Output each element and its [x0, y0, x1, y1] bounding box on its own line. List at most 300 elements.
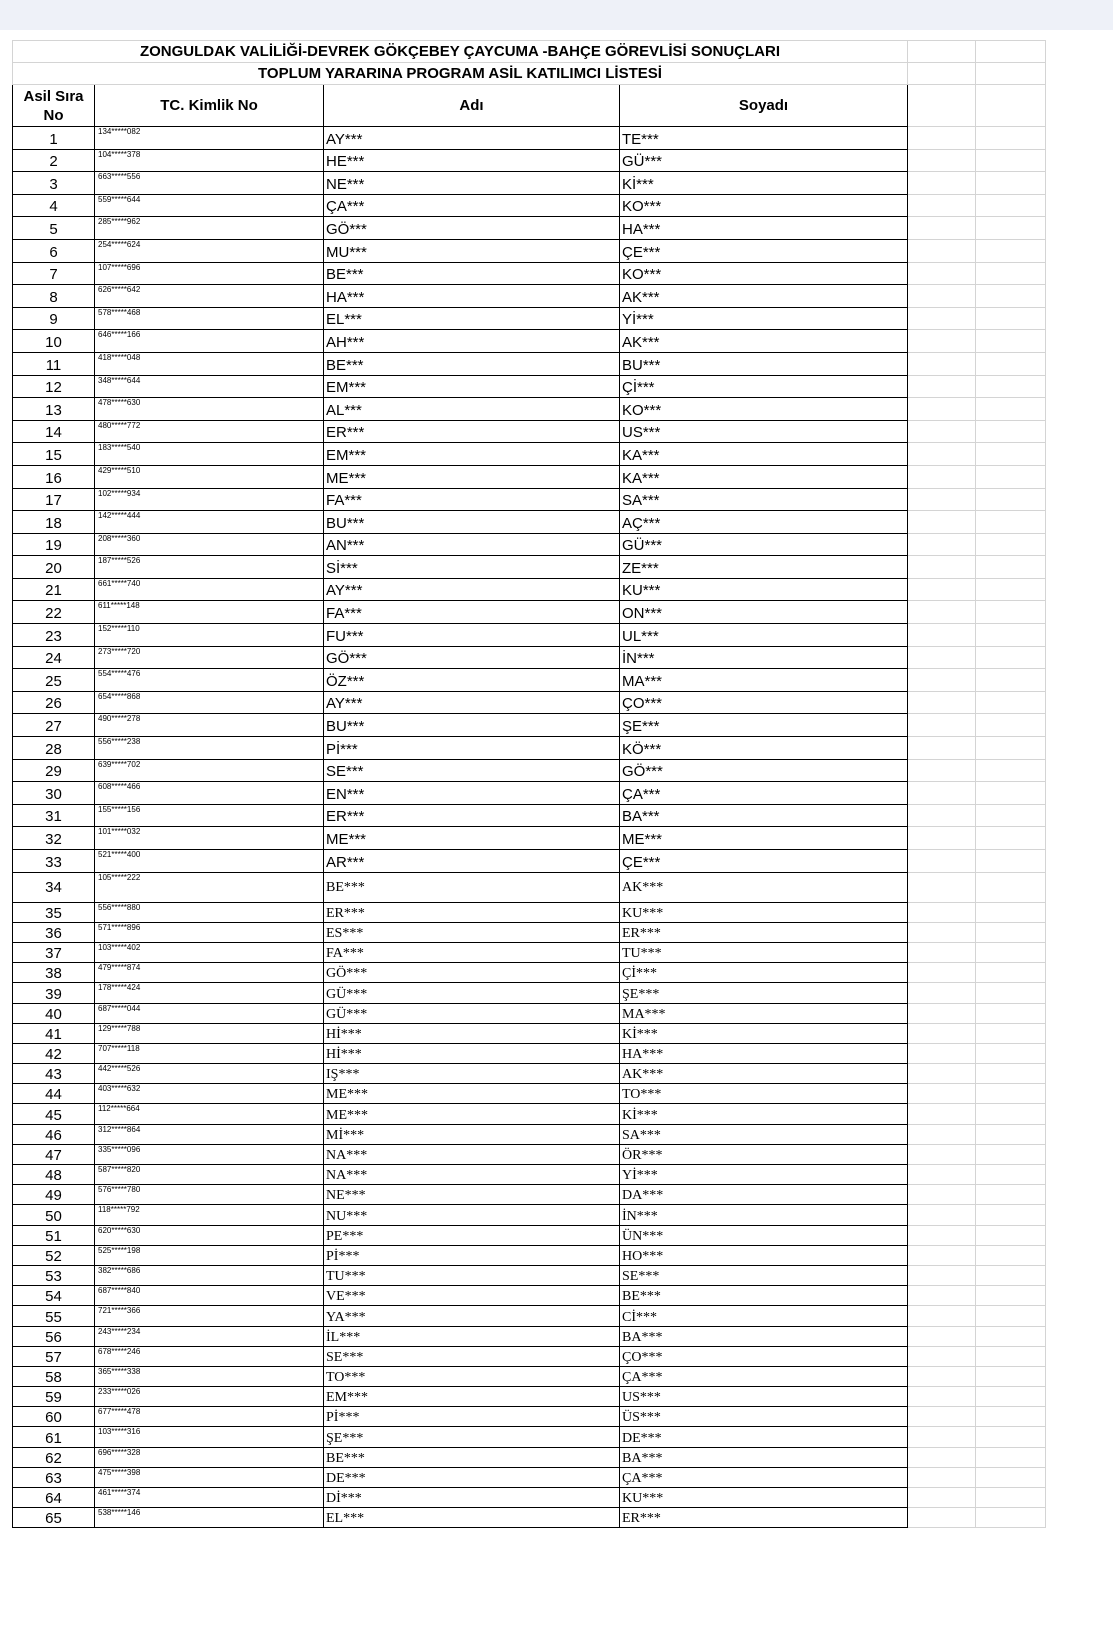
tc-number: 312*****864 [95, 1124, 324, 1144]
last-name: Kİ*** [620, 1023, 908, 1043]
table-row [13, 922, 1046, 942]
first-name: Hİ*** [324, 1043, 620, 1063]
tc-number: 556*****238 [95, 737, 324, 760]
first-name: Pİ*** [324, 737, 620, 760]
row-number: 61 [13, 1427, 95, 1447]
tc-number: 208*****360 [95, 533, 324, 556]
tc-number: 103*****402 [95, 942, 324, 962]
row-number: 37 [13, 942, 95, 962]
last-name: SA*** [620, 488, 908, 511]
first-name: BE*** [324, 352, 620, 375]
row-number: 47 [13, 1144, 95, 1164]
row-number: 55 [13, 1306, 95, 1326]
row-number: 18 [13, 511, 95, 534]
last-name: UL*** [620, 624, 908, 647]
tc-number: 521*****400 [95, 850, 324, 873]
last-name: ÇA*** [620, 782, 908, 805]
document-title: ZONGULDAK VALİLİĞİ-DEVREK GÖKÇEBEY ÇAYCUMA -BAHÇE GÖREVLİSİ SONUÇLARI [13, 41, 908, 63]
row-number: 27 [13, 714, 95, 737]
table-row [13, 850, 1046, 873]
last-name: DA*** [620, 1185, 908, 1205]
last-name: Çİ*** [620, 375, 908, 398]
last-name: TO*** [620, 1084, 908, 1104]
first-name: ER*** [324, 420, 620, 443]
table-row [13, 624, 1046, 647]
table-row [13, 1387, 1046, 1407]
first-name: NA*** [324, 1165, 620, 1185]
last-name: AÇ*** [620, 511, 908, 534]
last-name: GÜ*** [620, 149, 908, 172]
last-name: SE*** [620, 1265, 908, 1285]
row-number: 3 [13, 172, 95, 195]
row-number: 15 [13, 443, 95, 466]
title-row-2 [13, 63, 1046, 85]
first-name: GÖ*** [324, 217, 620, 240]
last-name: ÖR*** [620, 1144, 908, 1164]
tc-number: 554*****476 [95, 669, 324, 692]
row-number: 44 [13, 1084, 95, 1104]
tc-number: 646*****166 [95, 330, 324, 353]
row-number: 22 [13, 601, 95, 624]
first-name: FA*** [324, 601, 620, 624]
last-name: ŞE*** [620, 714, 908, 737]
first-name: BU*** [324, 714, 620, 737]
table-row [13, 782, 1046, 805]
first-name: Dİ*** [324, 1488, 620, 1508]
tc-number: 490*****278 [95, 714, 324, 737]
table-row [13, 511, 1046, 534]
first-name: AY*** [324, 578, 620, 601]
first-name: EM*** [324, 375, 620, 398]
tc-number: 663*****556 [95, 172, 324, 195]
tc-number: 107*****696 [95, 262, 324, 285]
row-number: 13 [13, 398, 95, 421]
table-row [13, 1124, 1046, 1144]
first-name: İL*** [324, 1326, 620, 1346]
table-row [13, 578, 1046, 601]
first-name: TU*** [324, 1265, 620, 1285]
tc-number: 118*****792 [95, 1205, 324, 1225]
last-name: MA*** [620, 669, 908, 692]
first-name: ES*** [324, 922, 620, 942]
row-number: 36 [13, 922, 95, 942]
first-name: ÖZ*** [324, 669, 620, 692]
last-name: KA*** [620, 443, 908, 466]
tc-number: 101*****032 [95, 827, 324, 850]
table-row [13, 1286, 1046, 1306]
row-number: 17 [13, 488, 95, 511]
first-name: SE*** [324, 1346, 620, 1366]
row-number: 23 [13, 624, 95, 647]
table-row [13, 1003, 1046, 1023]
last-name: ÇO*** [620, 691, 908, 714]
last-name: ÇE*** [620, 850, 908, 873]
tc-number: 152*****110 [95, 624, 324, 647]
last-name: ŞE*** [620, 983, 908, 1003]
tc-number: 382*****686 [95, 1265, 324, 1285]
row-number: 60 [13, 1407, 95, 1427]
first-name: ER*** [324, 804, 620, 827]
table-row [13, 556, 1046, 579]
tc-number: 155*****156 [95, 804, 324, 827]
table-row [13, 217, 1046, 240]
first-name: EN*** [324, 782, 620, 805]
first-name: AH*** [324, 330, 620, 353]
row-number: 16 [13, 465, 95, 488]
first-name: PE*** [324, 1225, 620, 1245]
table-row [13, 737, 1046, 760]
first-name: ŞE*** [324, 1427, 620, 1447]
row-number: 14 [13, 420, 95, 443]
table-row [13, 1427, 1046, 1447]
participant-list-table [12, 40, 1046, 1528]
table-row [13, 646, 1046, 669]
table-row [13, 983, 1046, 1003]
tc-number: 102*****934 [95, 488, 324, 511]
tc-number: 105*****222 [95, 872, 324, 902]
tc-number: 626*****642 [95, 285, 324, 308]
last-name: Kİ*** [620, 172, 908, 195]
last-name: ÇO*** [620, 1346, 908, 1366]
row-number: 62 [13, 1447, 95, 1467]
last-name: HA*** [620, 1043, 908, 1063]
tc-number: 187*****526 [95, 556, 324, 579]
last-name: TE*** [620, 127, 908, 150]
row-number: 7 [13, 262, 95, 285]
last-name: US*** [620, 1387, 908, 1407]
table-row [13, 1104, 1046, 1124]
first-name: FA*** [324, 942, 620, 962]
first-name: GÜ*** [324, 983, 620, 1003]
last-name: İN*** [620, 1205, 908, 1225]
last-name: Cİ*** [620, 1306, 908, 1326]
row-number: 53 [13, 1265, 95, 1285]
table-row [13, 465, 1046, 488]
tc-number: 678*****246 [95, 1346, 324, 1366]
table-row [13, 1064, 1046, 1084]
table-row [13, 172, 1046, 195]
row-number: 20 [13, 556, 95, 579]
last-name: AK*** [620, 1064, 908, 1084]
row-number: 25 [13, 669, 95, 692]
row-number: 43 [13, 1064, 95, 1084]
last-name: HO*** [620, 1245, 908, 1265]
row-number: 1 [13, 127, 95, 150]
last-name: Yİ*** [620, 1165, 908, 1185]
row-number: 40 [13, 1003, 95, 1023]
table-row [13, 1043, 1046, 1063]
column-header-tc: TC. Kimlik No [95, 85, 324, 127]
first-name: EL*** [324, 1508, 620, 1528]
row-number: 54 [13, 1286, 95, 1306]
last-name: BA*** [620, 804, 908, 827]
last-name: AK*** [620, 872, 908, 902]
first-name: BU*** [324, 511, 620, 534]
column-header-soyad: Soyadı [620, 85, 908, 127]
row-number: 21 [13, 578, 95, 601]
table-row [13, 1265, 1046, 1285]
row-number: 30 [13, 782, 95, 805]
first-name: BE*** [324, 1447, 620, 1467]
tc-number: 479*****874 [95, 963, 324, 983]
first-name: ME*** [324, 827, 620, 850]
table-row [13, 691, 1046, 714]
tc-number: 233*****026 [95, 1387, 324, 1407]
first-name: EM*** [324, 1387, 620, 1407]
last-name: MA*** [620, 1003, 908, 1023]
tc-number: 418*****048 [95, 352, 324, 375]
last-name: BE*** [620, 1286, 908, 1306]
last-name: GÖ*** [620, 759, 908, 782]
first-name: AN*** [324, 533, 620, 556]
tc-number: 538*****146 [95, 1508, 324, 1528]
last-name: KU*** [620, 578, 908, 601]
row-number: 5 [13, 217, 95, 240]
last-name: ÜS*** [620, 1407, 908, 1427]
row-number: 52 [13, 1245, 95, 1265]
table-row [13, 1023, 1046, 1043]
table-row [13, 375, 1046, 398]
row-number: 10 [13, 330, 95, 353]
tc-number: 639*****702 [95, 759, 324, 782]
first-name: NA*** [324, 1144, 620, 1164]
last-name: ME*** [620, 827, 908, 850]
first-name: FU*** [324, 624, 620, 647]
last-name: ON*** [620, 601, 908, 624]
first-name: GÖ*** [324, 963, 620, 983]
row-number: 46 [13, 1124, 95, 1144]
table-row [13, 330, 1046, 353]
row-number: 9 [13, 307, 95, 330]
first-name: BE*** [324, 872, 620, 902]
row-number: 4 [13, 194, 95, 217]
table-row [13, 942, 1046, 962]
table-row [13, 149, 1046, 172]
tc-number: 365*****338 [95, 1366, 324, 1386]
last-name: US*** [620, 420, 908, 443]
first-name: EM*** [324, 443, 620, 466]
row-number: 58 [13, 1366, 95, 1386]
tc-number: 178*****424 [95, 983, 324, 1003]
title-row-1 [13, 41, 1046, 63]
tc-number: 525*****198 [95, 1245, 324, 1265]
table-row [13, 1084, 1046, 1104]
tc-number: 587*****820 [95, 1165, 324, 1185]
row-number: 48 [13, 1165, 95, 1185]
first-name: Hİ*** [324, 1023, 620, 1043]
table-row [13, 759, 1046, 782]
first-name: NU*** [324, 1205, 620, 1225]
viewer-top-bar [0, 0, 1113, 30]
row-number: 41 [13, 1023, 95, 1043]
last-name: HA*** [620, 217, 908, 240]
table-row [13, 1447, 1046, 1467]
tc-number: 335*****096 [95, 1144, 324, 1164]
table-row [13, 669, 1046, 692]
tc-number: 620*****630 [95, 1225, 324, 1245]
row-number: 2 [13, 149, 95, 172]
first-name: Sİ*** [324, 556, 620, 579]
table-row [13, 239, 1046, 262]
table-row [13, 352, 1046, 375]
table-row [13, 1225, 1046, 1245]
row-number: 42 [13, 1043, 95, 1063]
tc-number: 429*****510 [95, 465, 324, 488]
last-name: SA*** [620, 1124, 908, 1144]
last-name: TU*** [620, 942, 908, 962]
tc-number: 576*****780 [95, 1185, 324, 1205]
first-name: AR*** [324, 850, 620, 873]
table-row [13, 1488, 1046, 1508]
last-name: BU*** [620, 352, 908, 375]
table-row [13, 714, 1046, 737]
row-number: 39 [13, 983, 95, 1003]
tc-number: 677*****478 [95, 1407, 324, 1427]
table-row [13, 601, 1046, 624]
table-row [13, 1144, 1046, 1164]
first-name: BE*** [324, 262, 620, 285]
last-name: KU*** [620, 1488, 908, 1508]
tc-number: 104*****378 [95, 149, 324, 172]
first-name: NE*** [324, 1185, 620, 1205]
last-name: ÇE*** [620, 239, 908, 262]
table-row [13, 285, 1046, 308]
last-name: ÇA*** [620, 1366, 908, 1386]
last-name: Yİ*** [620, 307, 908, 330]
tc-number: 243*****234 [95, 1326, 324, 1346]
tc-number: 183*****540 [95, 443, 324, 466]
table-row [13, 127, 1046, 150]
tc-number: 661*****740 [95, 578, 324, 601]
first-name: YA*** [324, 1306, 620, 1326]
row-number: 59 [13, 1387, 95, 1407]
tc-number: 285*****962 [95, 217, 324, 240]
first-name: GÜ*** [324, 1003, 620, 1023]
last-name: ÇA*** [620, 1467, 908, 1487]
table-row [13, 262, 1046, 285]
tc-number: 442*****526 [95, 1064, 324, 1084]
tc-number: 480*****772 [95, 420, 324, 443]
row-number: 32 [13, 827, 95, 850]
table-row [13, 963, 1046, 983]
last-name: Çİ*** [620, 963, 908, 983]
header-row [13, 85, 1046, 127]
row-number: 34 [13, 872, 95, 902]
row-number: 33 [13, 850, 95, 873]
first-name: ME*** [324, 1104, 620, 1124]
row-number: 8 [13, 285, 95, 308]
table-row [13, 1326, 1046, 1346]
first-name: AY*** [324, 127, 620, 150]
table-row [13, 902, 1046, 922]
first-name: Pİ*** [324, 1407, 620, 1427]
table-row [13, 307, 1046, 330]
last-name: KÖ*** [620, 737, 908, 760]
first-name: NE*** [324, 172, 620, 195]
row-number: 11 [13, 352, 95, 375]
table-row [13, 443, 1046, 466]
first-name: VE*** [324, 1286, 620, 1306]
last-name: KO*** [620, 262, 908, 285]
last-name: AK*** [620, 330, 908, 353]
tc-number: 556*****880 [95, 902, 324, 922]
last-name: KA*** [620, 465, 908, 488]
last-name: ZE*** [620, 556, 908, 579]
row-number: 57 [13, 1346, 95, 1366]
column-header-no: Asil Sıra No [13, 85, 95, 127]
first-name: HA*** [324, 285, 620, 308]
tc-number: 403*****632 [95, 1084, 324, 1104]
row-number: 64 [13, 1488, 95, 1508]
table-row [13, 420, 1046, 443]
row-number: 28 [13, 737, 95, 760]
table-row [13, 1185, 1046, 1205]
tc-number: 134*****082 [95, 127, 324, 150]
row-number: 35 [13, 902, 95, 922]
row-number: 65 [13, 1508, 95, 1528]
last-name: ÜN*** [620, 1225, 908, 1245]
first-name: FA*** [324, 488, 620, 511]
table-row [13, 1366, 1046, 1386]
tc-number: 608*****466 [95, 782, 324, 805]
table-row [13, 1508, 1046, 1528]
last-name: ER*** [620, 1508, 908, 1528]
row-number: 49 [13, 1185, 95, 1205]
row-number: 19 [13, 533, 95, 556]
first-name: EL*** [324, 307, 620, 330]
tc-number: 254*****624 [95, 239, 324, 262]
row-number: 51 [13, 1225, 95, 1245]
tc-number: 578*****468 [95, 307, 324, 330]
last-name: GÜ*** [620, 533, 908, 556]
first-name: AL*** [324, 398, 620, 421]
last-name: BA*** [620, 1447, 908, 1467]
last-name: KO*** [620, 194, 908, 217]
row-number: 6 [13, 239, 95, 262]
tc-number: 687*****840 [95, 1286, 324, 1306]
tc-number: 142*****444 [95, 511, 324, 534]
tc-number: 654*****868 [95, 691, 324, 714]
table-row [13, 194, 1046, 217]
document-subtitle: TOPLUM YARARINA PROGRAM ASİL KATILIMCI LİSTESİ [13, 63, 908, 85]
row-number: 63 [13, 1467, 95, 1487]
row-number: 26 [13, 691, 95, 714]
last-name: Kİ*** [620, 1104, 908, 1124]
first-name: ME*** [324, 1084, 620, 1104]
first-name: IŞ*** [324, 1064, 620, 1084]
first-name: ME*** [324, 465, 620, 488]
tc-number: 478*****630 [95, 398, 324, 421]
column-header-ad: Adı [324, 85, 620, 127]
tc-number: 611*****148 [95, 601, 324, 624]
tc-number: 571*****896 [95, 922, 324, 942]
table-row [13, 533, 1046, 556]
tc-number: 129*****788 [95, 1023, 324, 1043]
tc-number: 112*****664 [95, 1104, 324, 1124]
first-name: MU*** [324, 239, 620, 262]
first-name: SE*** [324, 759, 620, 782]
table-row [13, 1346, 1046, 1366]
tc-number: 721*****366 [95, 1306, 324, 1326]
tc-number: 696*****328 [95, 1447, 324, 1467]
first-name: Mİ*** [324, 1124, 620, 1144]
last-name: KO*** [620, 398, 908, 421]
first-name: ÇA*** [324, 194, 620, 217]
first-name: TO*** [324, 1366, 620, 1386]
row-number: 24 [13, 646, 95, 669]
tc-number: 461*****374 [95, 1488, 324, 1508]
last-name: BA*** [620, 1326, 908, 1346]
